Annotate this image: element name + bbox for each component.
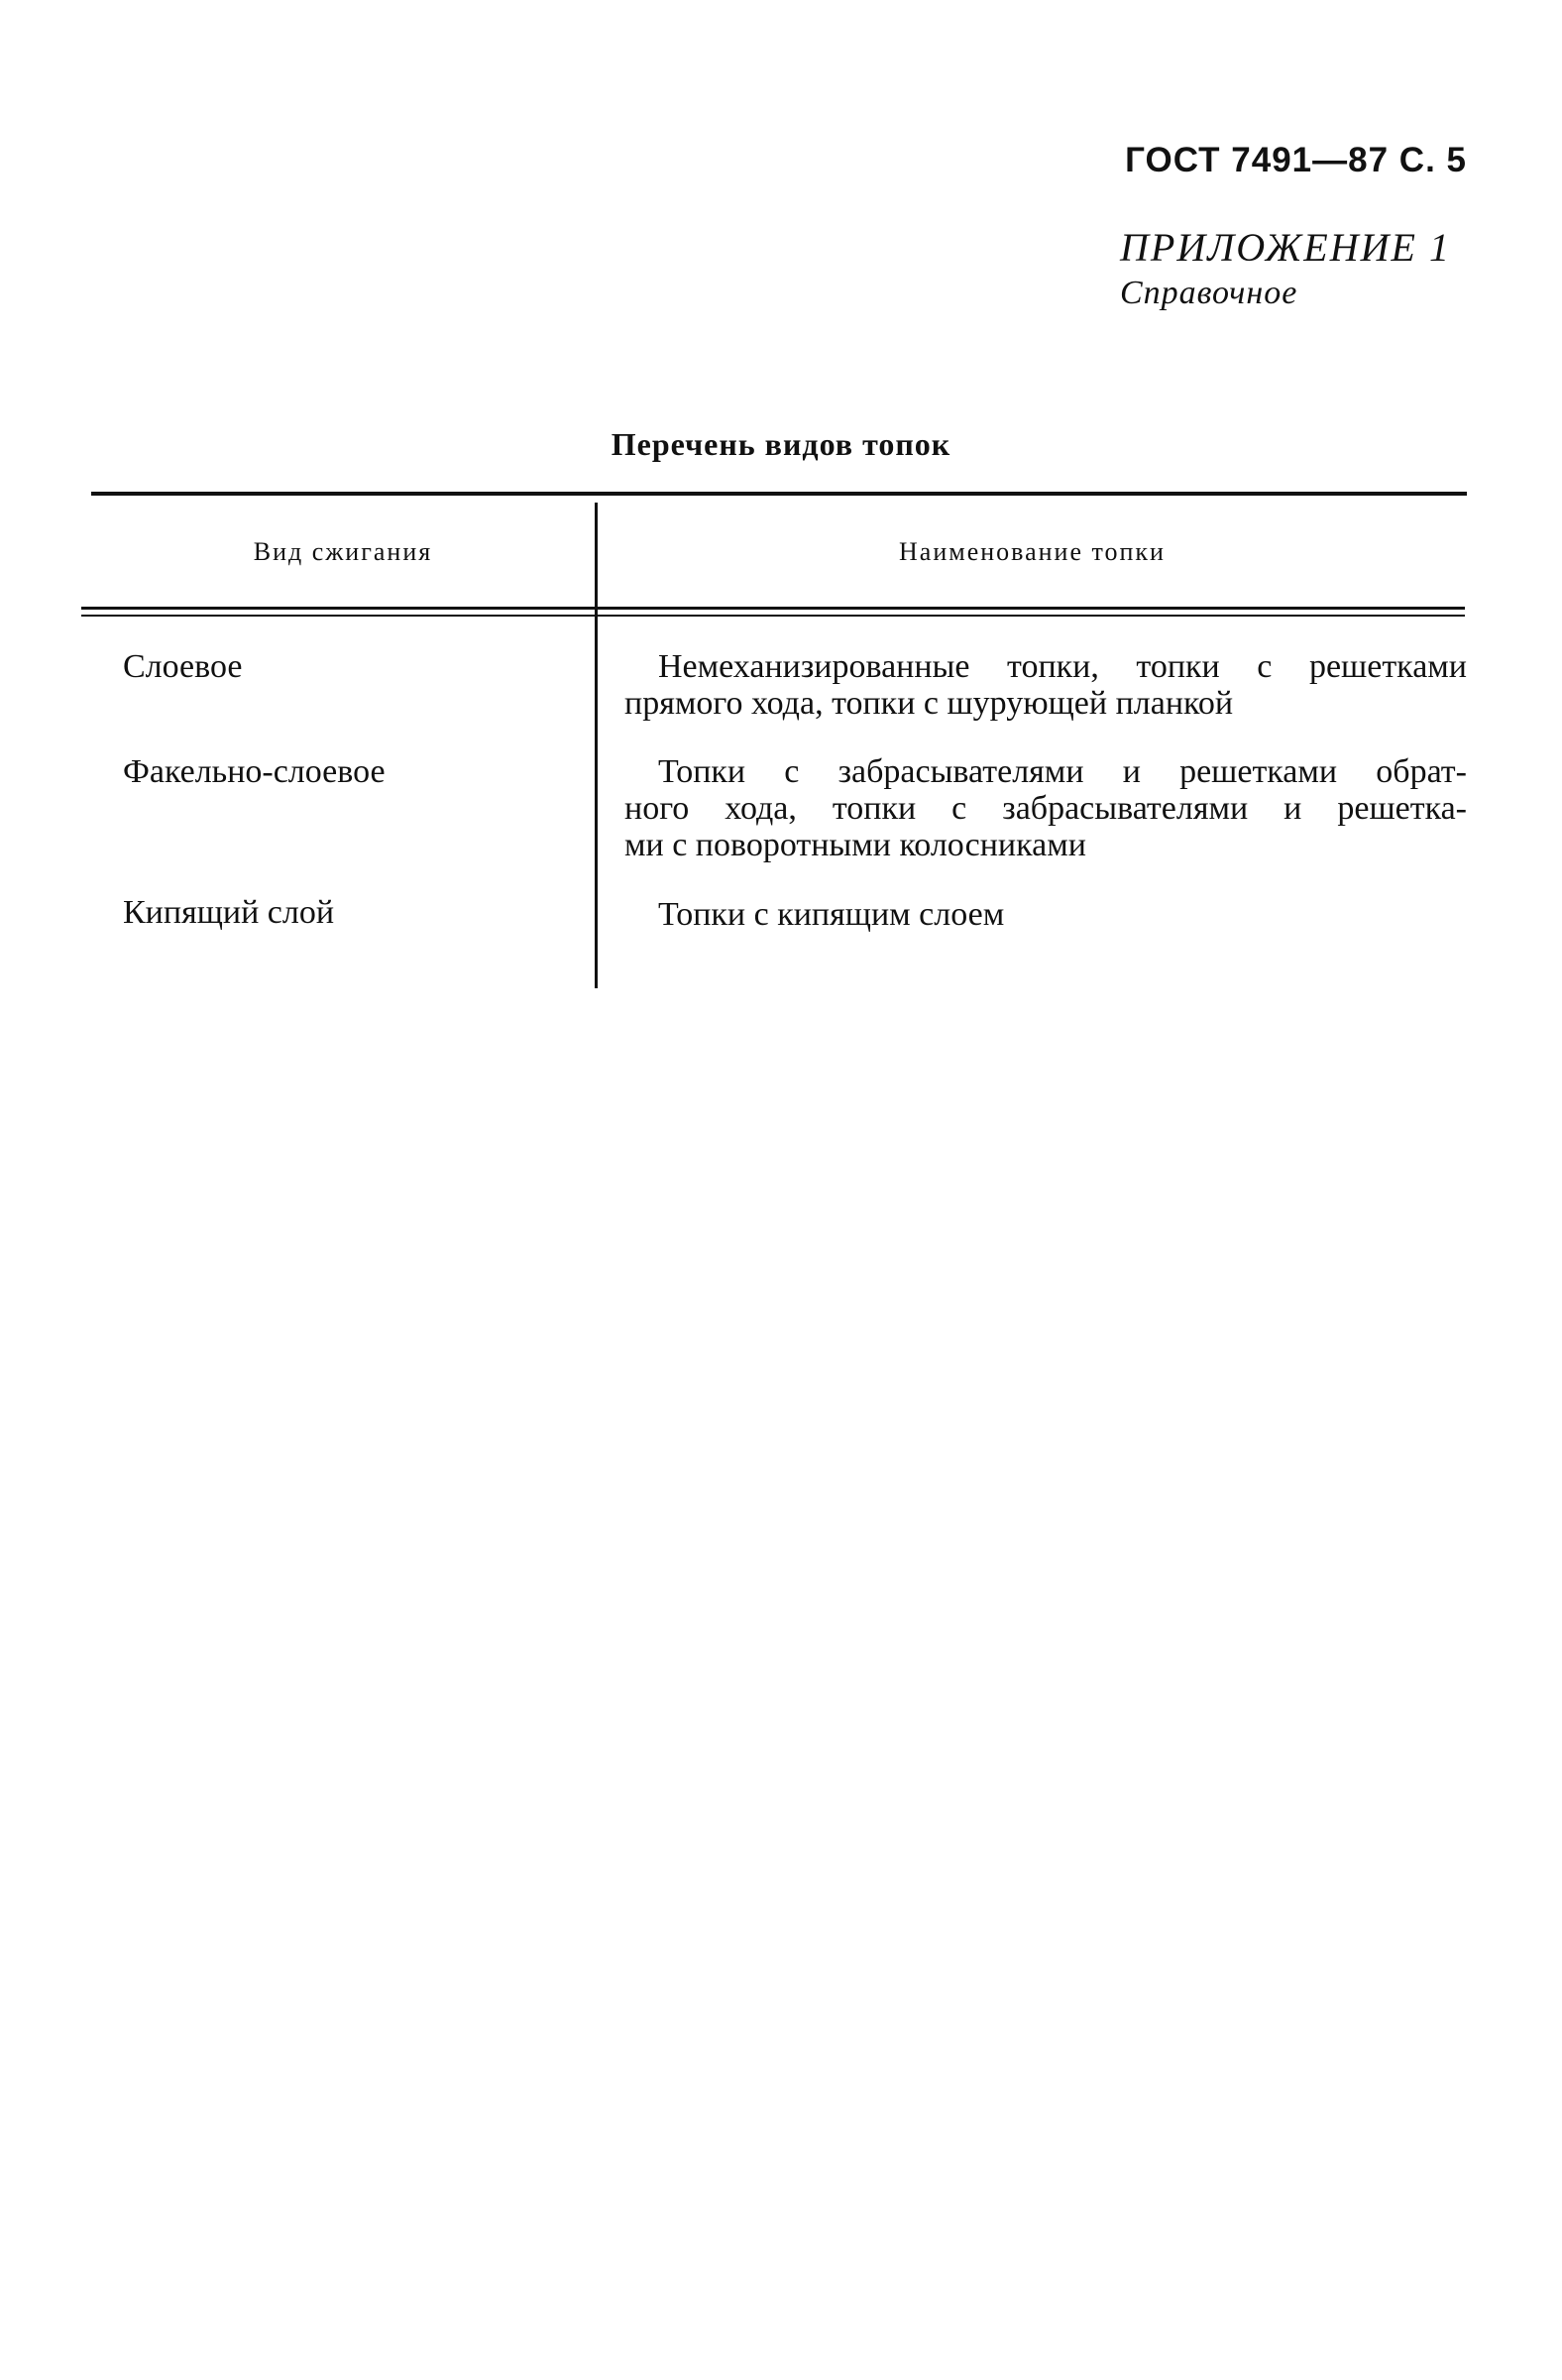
column-divider <box>595 503 598 988</box>
table-row-3-name <box>624 896 1467 933</box>
column-header-combustion-type: Вид сжигания <box>253 537 433 566</box>
appendix-label <box>1120 224 1451 315</box>
table-row-2-line-2: ного хода, топки с забрасывателями и решетка- <box>624 790 1467 827</box>
table-row-2-type: Факельно-слоевое <box>123 753 386 790</box>
standard-number: ГОСТ 7491—87 <box>1125 141 1390 179</box>
table-row-2-line-1: Топки с забрасывателями и решетками обрат- <box>658 753 1467 790</box>
page-number: С. 5 <box>1398 141 1467 179</box>
table-title: Перечень видов топок <box>611 426 951 462</box>
header-double-rule <box>81 607 1465 610</box>
table-top-rule <box>91 492 1467 496</box>
appendix-subtitle: Справочное <box>1120 275 1298 311</box>
appendix-title: ПРИЛОЖЕНИЕ 1 <box>1120 225 1451 270</box>
table-row-1-line-2: прямого хода, топки с шурующей планкой <box>624 685 1234 722</box>
table-row-3-line-1: Топки с кипящим слоем <box>658 896 1005 933</box>
header-double-rule-second <box>81 615 1465 617</box>
table-row-1-line-1: Немеханизированные топки, топки с решетками <box>658 648 1467 685</box>
table-row-3-type: Кипящий слой <box>123 894 335 931</box>
table-row-2-name <box>624 753 1467 863</box>
table-row-2-line-3: ми с поворотными колосниками <box>624 827 1086 863</box>
column-header-furnace-name: Наименование топки <box>899 537 1166 566</box>
page-header <box>1125 141 1467 180</box>
table-row-1-name <box>624 648 1467 722</box>
table-row-1-type: Слоевое <box>123 648 243 685</box>
